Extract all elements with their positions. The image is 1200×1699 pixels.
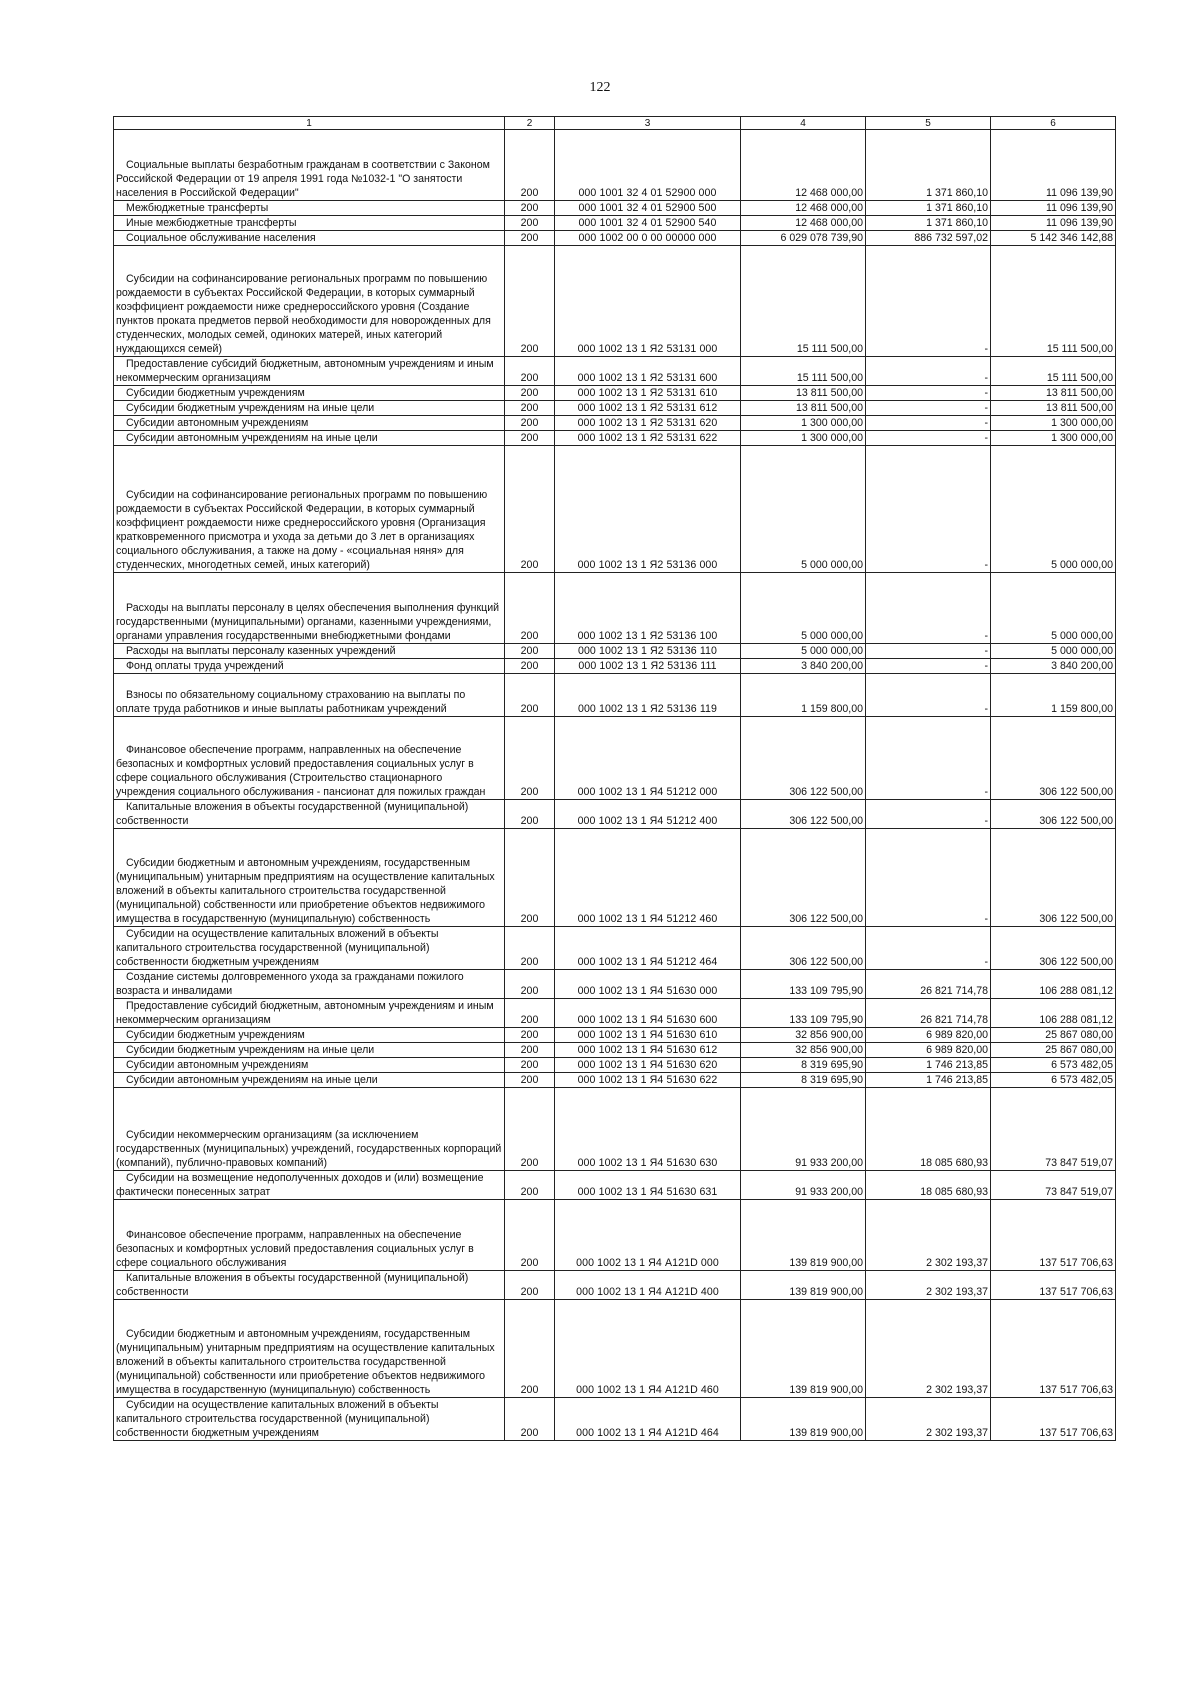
row-name: Фонд оплаты труда учреждений <box>114 659 505 674</box>
row-value-approved: 139 819 900,00 <box>741 1271 866 1300</box>
row-value-remaining: 13 811 500,00 <box>991 386 1116 401</box>
row-kbk: 000 1002 13 1 Я4 51630 631 <box>555 1171 741 1200</box>
row-value-remaining: 11 096 139,90 <box>991 201 1116 216</box>
row-value-remaining: 306 122 500,00 <box>991 800 1116 829</box>
row-value-remaining: 5 000 000,00 <box>991 644 1116 659</box>
row-code: 200 <box>505 644 555 659</box>
row-kbk: 000 1002 13 1 Я2 53131 620 <box>555 416 741 431</box>
row-code: 200 <box>505 1028 555 1043</box>
row-value-approved: 8 319 695,90 <box>741 1073 866 1088</box>
row-code: 200 <box>505 446 555 573</box>
table-row <box>114 1088 1116 1171</box>
row-code: 200 <box>505 1058 555 1073</box>
row-value-executed: 1 746 213,85 <box>866 1073 991 1088</box>
row-name: Субсидии некоммерческим организациям (за исключением государственных (муниципальных) учреждений, государственных корпораций (компаний), публично-правовых компаний) <box>114 1088 505 1171</box>
row-kbk: 000 1002 13 1 Я4 51630 612 <box>555 1043 741 1058</box>
row-value-executed: - <box>866 659 991 674</box>
row-kbk: 000 1002 13 1 Я2 53136 000 <box>555 446 741 573</box>
row-kbk: 000 1002 13 1 Я2 53136 100 <box>555 573 741 644</box>
row-code: 200 <box>505 357 555 386</box>
row-value-executed: - <box>866 246 991 357</box>
row-code: 200 <box>505 927 555 970</box>
row-kbk: 000 1002 13 1 Я2 53131 600 <box>555 357 741 386</box>
row-name: Предоставление субсидий бюджетным, автономным учреждениям и иным некоммерческим организациям <box>114 999 505 1028</box>
row-value-executed: - <box>866 927 991 970</box>
row-name: Субсидии бюджетным учреждениям <box>114 1028 505 1043</box>
table-header-row <box>114 117 1116 130</box>
table-row <box>114 1200 1116 1271</box>
row-value-executed: - <box>866 416 991 431</box>
column-header: 5 <box>866 117 991 130</box>
row-name: Субсидии бюджетным учреждениям на иные цели <box>114 1043 505 1058</box>
row-value-remaining: 25 867 080,00 <box>991 1028 1116 1043</box>
row-value-approved: 1 300 000,00 <box>741 431 866 446</box>
row-code: 200 <box>505 416 555 431</box>
row-value-approved: 306 122 500,00 <box>741 800 866 829</box>
table-row <box>114 216 1116 231</box>
row-value-remaining: 73 847 519,07 <box>991 1171 1116 1200</box>
row-value-remaining: 137 517 706,63 <box>991 1200 1116 1271</box>
row-value-approved: 8 319 695,90 <box>741 1058 866 1073</box>
row-value-executed: 2 302 193,37 <box>866 1300 991 1398</box>
row-value-remaining: 13 811 500,00 <box>991 401 1116 416</box>
row-value-executed: - <box>866 446 991 573</box>
table-row <box>114 1300 1116 1398</box>
row-value-approved: 139 819 900,00 <box>741 1398 866 1441</box>
row-kbk: 000 1001 32 4 01 52900 000 <box>555 130 741 201</box>
row-value-executed: 18 085 680,93 <box>866 1171 991 1200</box>
row-value-approved: 12 468 000,00 <box>741 216 866 231</box>
row-value-executed: 26 821 714,78 <box>866 999 991 1028</box>
row-name: Субсидии бюджетным учреждениям на иные цели <box>114 401 505 416</box>
row-name: Субсидии автономным учреждениям <box>114 416 505 431</box>
row-kbk: 000 1002 13 1 Я2 53136 110 <box>555 644 741 659</box>
row-kbk: 000 1002 13 1 Я4 51630 622 <box>555 1073 741 1088</box>
row-value-approved: 5 000 000,00 <box>741 446 866 573</box>
row-value-executed: - <box>866 386 991 401</box>
row-name: Расходы на выплаты персоналу казенных учреждений <box>114 644 505 659</box>
row-name: Иные межбюджетные трансферты <box>114 216 505 231</box>
page-number: 122 <box>589 80 611 95</box>
row-name: Субсидии автономным учреждениям на иные цели <box>114 431 505 446</box>
row-value-remaining: 5 000 000,00 <box>991 573 1116 644</box>
row-value-remaining: 11 096 139,90 <box>991 130 1116 201</box>
row-value-remaining: 306 122 500,00 <box>991 927 1116 970</box>
row-value-remaining: 6 573 482,05 <box>991 1073 1116 1088</box>
row-kbk: 000 1002 13 1 Я4 А121D 460 <box>555 1300 741 1398</box>
row-value-executed: 1 371 860,10 <box>866 216 991 231</box>
row-value-executed: 18 085 680,93 <box>866 1088 991 1171</box>
row-code: 200 <box>505 246 555 357</box>
row-value-remaining: 15 111 500,00 <box>991 357 1116 386</box>
column-header: 4 <box>741 117 866 130</box>
row-value-remaining: 15 111 500,00 <box>991 246 1116 357</box>
row-name: Расходы на выплаты персоналу в целях обеспечения выполнения функций государственными (муниципальными) органами, казенными учреждениями, органами управления государственными внебюджетными фондами <box>114 573 505 644</box>
row-kbk: 000 1002 13 1 Я2 53131 000 <box>555 246 741 357</box>
row-name: Субсидии на осуществление капитальных вложений в объекты капитального строительства государственной (муниципальной) собственности бюджетным учреждениям <box>114 1398 505 1441</box>
row-code: 200 <box>505 829 555 927</box>
row-name: Субсидии на софинансирование региональных программ по повышению рождаемости в субъектах Российской Федерации, в которых суммарный коэффициент рождаемости ниже среднероссийского уровня (Организация кратковременного присмотра и ухода за детьми до 3 лет в организациях социального обслуживания, а также на дому - «социальная няня» для студенческих, многодетных семей, иных категорий) <box>114 446 505 573</box>
row-value-approved: 1 159 800,00 <box>741 674 866 717</box>
row-value-remaining: 3 840 200,00 <box>991 659 1116 674</box>
row-value-approved: 13 811 500,00 <box>741 401 866 416</box>
row-name: Субсидии бюджетным учреждениям <box>114 386 505 401</box>
row-code: 200 <box>505 401 555 416</box>
row-value-remaining: 1 300 000,00 <box>991 416 1116 431</box>
row-value-executed: - <box>866 401 991 416</box>
row-code: 200 <box>505 1300 555 1398</box>
row-value-approved: 12 468 000,00 <box>741 201 866 216</box>
row-value-executed: 2 302 193,37 <box>866 1398 991 1441</box>
table-row <box>114 717 1116 800</box>
row-kbk: 000 1002 13 1 Я4 51212 000 <box>555 717 741 800</box>
row-value-executed: - <box>866 431 991 446</box>
table-row <box>114 999 1116 1028</box>
row-name: Создание системы долговременного ухода за гражданами пожилого возраста и инвалидами <box>114 970 505 999</box>
row-name: Субсидии бюджетным и автономным учреждениям, государственным (муниципальным) унитарным предприятиям на осуществление капитальных вложений в объекты капитального строительства государственной (муниципальной) собственности или приобретение объектов недвижимого имущества в государственную (муниципальную) собственность <box>114 1300 505 1398</box>
column-header: 3 <box>555 117 741 130</box>
row-code: 200 <box>505 431 555 446</box>
table-row <box>114 401 1116 416</box>
table-row <box>114 1043 1116 1058</box>
row-code: 200 <box>505 659 555 674</box>
row-name: Межбюджетные трансферты <box>114 201 505 216</box>
row-name: Социальные выплаты безработным гражданам в соответствии с Законом Российской Федерации от 19 апреля 1991 года №1032-1 "О занятости населения в Российской Федерации" <box>114 130 505 201</box>
table-row <box>114 970 1116 999</box>
row-code: 200 <box>505 674 555 717</box>
row-kbk: 000 1002 13 1 Я4 51212 460 <box>555 829 741 927</box>
table-row <box>114 800 1116 829</box>
row-code: 200 <box>505 970 555 999</box>
row-value-executed: 26 821 714,78 <box>866 970 991 999</box>
row-value-executed: - <box>866 357 991 386</box>
row-value-remaining: 6 573 482,05 <box>991 1058 1116 1073</box>
row-code: 200 <box>505 717 555 800</box>
row-value-approved: 133 109 795,90 <box>741 970 866 999</box>
row-value-approved: 12 468 000,00 <box>741 130 866 201</box>
row-kbk: 000 1002 13 1 Я4 А121D 464 <box>555 1398 741 1441</box>
budget-table <box>113 116 1116 1441</box>
row-value-approved: 5 000 000,00 <box>741 644 866 659</box>
table-row <box>114 416 1116 431</box>
table-row <box>114 130 1116 201</box>
table-row <box>114 1398 1116 1441</box>
table-row <box>114 1058 1116 1073</box>
row-code: 200 <box>505 1200 555 1271</box>
row-code: 200 <box>505 800 555 829</box>
row-name: Капитальные вложения в объекты государственной (муниципальной) собственности <box>114 800 505 829</box>
row-name: Субсидии автономным учреждениям <box>114 1058 505 1073</box>
row-kbk: 000 1002 13 1 Я4 А121D 400 <box>555 1271 741 1300</box>
row-value-remaining: 137 517 706,63 <box>991 1271 1116 1300</box>
column-header: 2 <box>505 117 555 130</box>
table-row <box>114 1073 1116 1088</box>
row-value-remaining: 106 288 081,12 <box>991 999 1116 1028</box>
row-value-executed: 6 989 820,00 <box>866 1028 991 1043</box>
row-name: Капитальные вложения в объекты государственной (муниципальной) собственности <box>114 1271 505 1300</box>
row-value-executed: 1 371 860,10 <box>866 201 991 216</box>
row-kbk: 000 1002 00 0 00 00000 000 <box>555 231 741 246</box>
row-value-executed: - <box>866 829 991 927</box>
row-value-executed: - <box>866 674 991 717</box>
row-kbk: 000 1002 13 1 Я2 53131 622 <box>555 431 741 446</box>
column-header: 6 <box>991 117 1116 130</box>
row-name: Субсидии на софинансирование региональных программ по повышению рождаемости в субъектах Российской Федерации, в которых суммарный коэффициент рождаемости ниже среднероссийского уровня (Создание пунктов проката предметов первой необходимости для новорожденных для студенческих, молодых семей, одиноких матерей, иных категорий нуждающихся семей) <box>114 246 505 357</box>
row-value-remaining: 106 288 081,12 <box>991 970 1116 999</box>
row-value-approved: 15 111 500,00 <box>741 357 866 386</box>
row-name: Финансовое обеспечение программ, направленных на обеспечение безопасных и комфортных условий предоставления социальных услуг в сфере социального обслуживания <box>114 1200 505 1271</box>
row-value-remaining: 137 517 706,63 <box>991 1398 1116 1441</box>
row-name: Социальное обслуживание населения <box>114 231 505 246</box>
row-value-executed: 2 302 193,37 <box>866 1200 991 1271</box>
table-row <box>114 431 1116 446</box>
row-name: Субсидии на осуществление капитальных вложений в объекты капитального строительства государственной (муниципальной) собственности бюджетным учреждениям <box>114 927 505 970</box>
row-kbk: 000 1002 13 1 Я4 51630 610 <box>555 1028 741 1043</box>
table-row <box>114 573 1116 644</box>
row-kbk: 000 1002 13 1 Я2 53136 119 <box>555 674 741 717</box>
row-kbk: 000 1002 13 1 Я4 А121D 000 <box>555 1200 741 1271</box>
row-value-remaining: 5 142 346 142,88 <box>991 231 1116 246</box>
row-name: Субсидии на возмещение недополученных доходов и (или) возмещение фактически понесенных затрат <box>114 1171 505 1200</box>
row-value-remaining: 73 847 519,07 <box>991 1088 1116 1171</box>
row-code: 200 <box>505 1271 555 1300</box>
table-row <box>114 246 1116 357</box>
table-row <box>114 1171 1116 1200</box>
row-value-remaining: 1 159 800,00 <box>991 674 1116 717</box>
table-row <box>114 386 1116 401</box>
row-kbk: 000 1002 13 1 Я4 51630 630 <box>555 1088 741 1171</box>
row-value-remaining: 306 122 500,00 <box>991 717 1116 800</box>
row-value-approved: 3 840 200,00 <box>741 659 866 674</box>
row-value-executed: - <box>866 800 991 829</box>
row-code: 200 <box>505 573 555 644</box>
row-value-approved: 1 300 000,00 <box>741 416 866 431</box>
row-name: Субсидии бюджетным и автономным учреждениям, государственным (муниципальным) унитарным предприятиям на осуществление капитальных вложений в объекты капитального строительства государственной (муниципальной) собственности или приобретение объектов недвижимого имущества в государственную (муниципальную) собственность <box>114 829 505 927</box>
row-code: 200 <box>505 130 555 201</box>
row-name: Предоставление субсидий бюджетным, автономным учреждениям и иным некоммерческим организациям <box>114 357 505 386</box>
row-value-approved: 13 811 500,00 <box>741 386 866 401</box>
row-value-approved: 139 819 900,00 <box>741 1300 866 1398</box>
row-value-executed: 2 302 193,37 <box>866 1271 991 1300</box>
row-kbk: 000 1002 13 1 Я4 51212 464 <box>555 927 741 970</box>
row-value-remaining: 5 000 000,00 <box>991 446 1116 573</box>
table-row <box>114 644 1116 659</box>
row-value-remaining: 25 867 080,00 <box>991 1043 1116 1058</box>
row-value-approved: 306 122 500,00 <box>741 829 866 927</box>
row-kbk: 000 1002 13 1 Я4 51630 600 <box>555 999 741 1028</box>
row-value-remaining: 1 300 000,00 <box>991 431 1116 446</box>
row-value-approved: 32 856 900,00 <box>741 1043 866 1058</box>
row-name: Финансовое обеспечение программ, направленных на обеспечение безопасных и комфортных условий предоставления социальных услуг в сфере социального обслуживания (Строительство стационарного учреждения социального обслуживания - пансионат для пожилых граждан <box>114 717 505 800</box>
row-value-approved: 133 109 795,90 <box>741 999 866 1028</box>
row-kbk: 000 1002 13 1 Я2 53131 610 <box>555 386 741 401</box>
row-kbk: 000 1001 32 4 01 52900 500 <box>555 201 741 216</box>
row-value-executed: 6 989 820,00 <box>866 1043 991 1058</box>
row-value-executed: 1 746 213,85 <box>866 1058 991 1073</box>
row-value-approved: 6 029 078 739,90 <box>741 231 866 246</box>
row-code: 200 <box>505 1171 555 1200</box>
row-kbk: 000 1002 13 1 Я4 51630 000 <box>555 970 741 999</box>
row-value-approved: 306 122 500,00 <box>741 927 866 970</box>
row-kbk: 000 1002 13 1 Я4 51630 620 <box>555 1058 741 1073</box>
row-code: 200 <box>505 201 555 216</box>
table-row <box>114 231 1116 246</box>
table-row <box>114 446 1116 573</box>
row-value-remaining: 137 517 706,63 <box>991 1300 1116 1398</box>
row-value-approved: 5 000 000,00 <box>741 573 866 644</box>
table-row <box>114 1271 1116 1300</box>
row-kbk: 000 1002 13 1 Я4 51212 400 <box>555 800 741 829</box>
row-kbk: 000 1001 32 4 01 52900 540 <box>555 216 741 231</box>
row-value-approved: 91 933 200,00 <box>741 1171 866 1200</box>
row-value-remaining: 11 096 139,90 <box>991 216 1116 231</box>
row-kbk: 000 1002 13 1 Я2 53136 111 <box>555 659 741 674</box>
row-value-approved: 306 122 500,00 <box>741 717 866 800</box>
row-code: 200 <box>505 386 555 401</box>
row-value-approved: 15 111 500,00 <box>741 246 866 357</box>
table-row <box>114 674 1116 717</box>
row-code: 200 <box>505 216 555 231</box>
table-row <box>114 829 1116 927</box>
row-code: 200 <box>505 1043 555 1058</box>
row-value-approved: 91 933 200,00 <box>741 1088 866 1171</box>
row-value-executed: - <box>866 644 991 659</box>
row-name: Субсидии автономным учреждениям на иные цели <box>114 1073 505 1088</box>
table-row <box>114 357 1116 386</box>
row-value-approved: 139 819 900,00 <box>741 1200 866 1271</box>
row-code: 200 <box>505 1398 555 1441</box>
row-kbk: 000 1002 13 1 Я2 53131 612 <box>555 401 741 416</box>
row-code: 200 <box>505 1073 555 1088</box>
row-value-executed: - <box>866 717 991 800</box>
row-code: 200 <box>505 231 555 246</box>
table-row <box>114 659 1116 674</box>
column-header: 1 <box>114 117 505 130</box>
row-value-executed: - <box>866 573 991 644</box>
table-row <box>114 1028 1116 1043</box>
row-name: Взносы по обязательному социальному страхованию на выплаты по оплате труда работников и иные выплаты работникам учреждений <box>114 674 505 717</box>
row-code: 200 <box>505 1088 555 1171</box>
row-value-executed: 1 371 860,10 <box>866 130 991 201</box>
table-row <box>114 201 1116 216</box>
row-value-remaining: 306 122 500,00 <box>991 829 1116 927</box>
table-row <box>114 927 1116 970</box>
row-value-executed: 886 732 597,02 <box>866 231 991 246</box>
row-value-approved: 32 856 900,00 <box>741 1028 866 1043</box>
row-code: 200 <box>505 999 555 1028</box>
